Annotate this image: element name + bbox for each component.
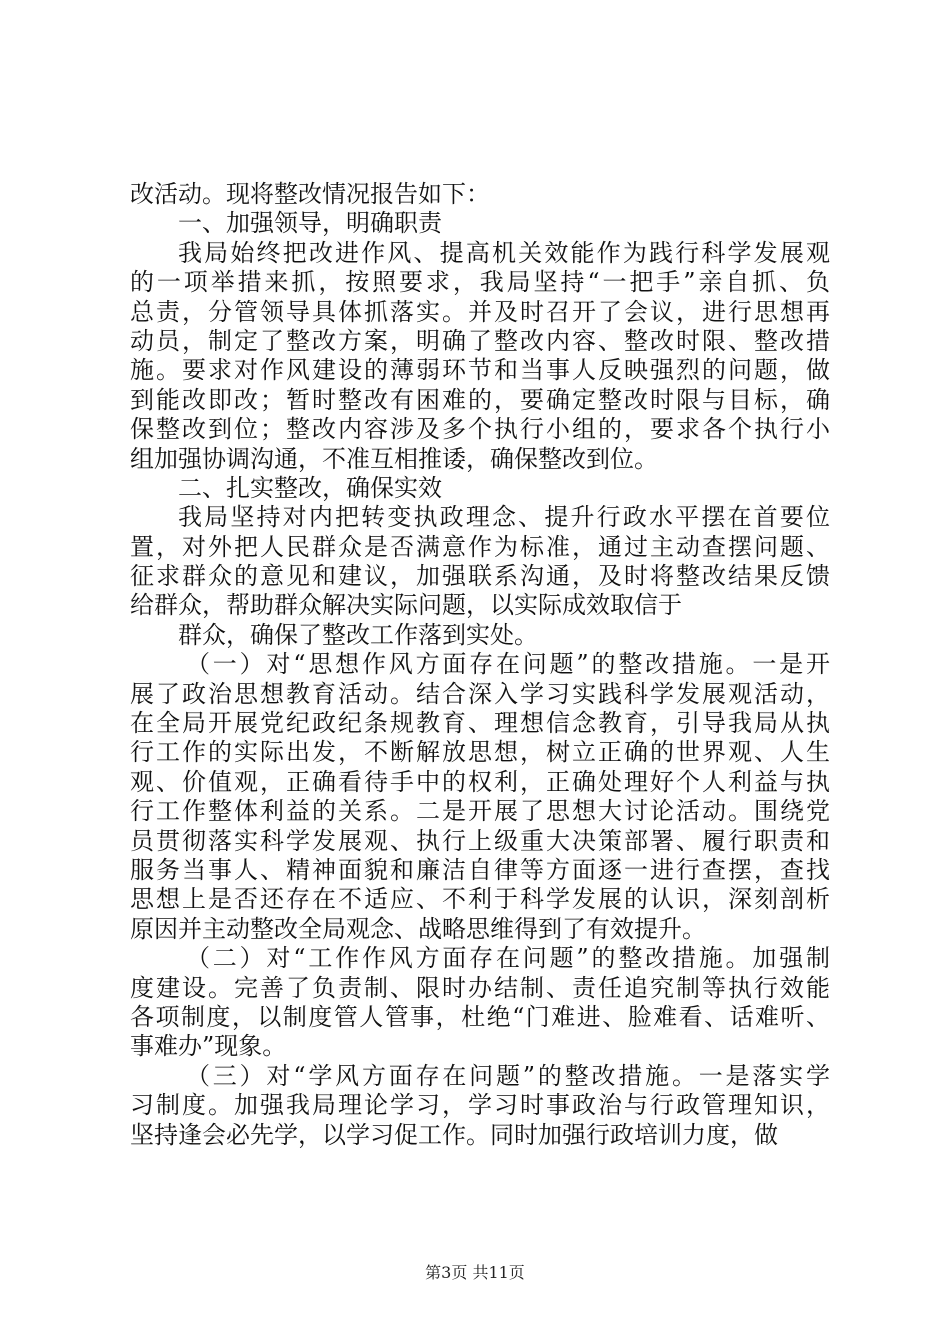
paragraph-line: 我局始终把改进作风、提高机关效能作为践行科学发展观 [178, 238, 830, 267]
paragraph-line: 坚持逢会必先学，以学习促工作。同时加强行政培训力度，做 [130, 1120, 778, 1149]
paragraph-line: 改活动。现将整改情况报告如下： [130, 180, 490, 208]
paragraph-line: 服务当事人、精神面貌和廉洁自律等方面逐一进行查摆，查找 [130, 855, 830, 884]
paragraph-line: 思想上是否还存在不适应、不利于科学发展的认识，深刻剖析 [130, 885, 830, 914]
paragraph-line: 行工作整体利益的关系。二是开展了思想大讨论活动。围绕党 [130, 797, 830, 826]
paragraph-line: 在全局开展党纪政纪条规教育、理想信念教育，引导我局从执 [130, 709, 830, 738]
document-body [130, 180, 830, 1150]
section-heading: 一、加强领导，明确职责 [178, 209, 442, 238]
paragraph-line: 观、价值观，正确看待手中的权利，正确处理好个人利益与执 [130, 767, 830, 796]
paragraph-line: 群众，确保了整改工作落到实处。 [178, 620, 538, 649]
paragraph-line: 给群众，帮助群众解决实际问题，以实际成效取信于 [130, 591, 682, 620]
paragraph-line: 展了政治思想教育活动。结合深入学习实践科学发展观活动， [130, 679, 830, 708]
paragraph-line: 动员，制定了整改方案，明确了整改内容、整改时限、整改措 [130, 326, 830, 355]
paragraph-line: 行工作的实际出发，不断解放思想，树立正确的世界观、人生 [130, 738, 830, 767]
section-heading: 二、扎实整改，确保实效 [178, 473, 442, 502]
paragraph-line: 到能改即改；暂时整改有困难的，要确定整改时限与目标，确 [130, 385, 830, 414]
paragraph-line: 置，对外把人民群众是否满意作为标准，通过主动查摆问题、 [130, 532, 830, 561]
paragraph-line: （二）对“工作作风方面存在问题”的整改措施。加强制 [186, 944, 830, 973]
paragraph-line: 各项制度，以制度管人管事，杜绝“门难进、脸难看、话难听、 [130, 1002, 830, 1031]
paragraph-line: 员贯彻落实科学发展观、执行上级重大决策部署、履行职责和 [130, 826, 830, 855]
paragraph-line: （三）对“学风方面存在问题”的整改措施。一是落实学 [186, 1061, 830, 1090]
paragraph-line: 施。要求对作风建设的薄弱环节和当事人反映强烈的问题，做 [130, 356, 830, 385]
paragraph-line: 度建设。完善了负责制、限时办结制、责任追究制等执行效能 [130, 973, 830, 1002]
paragraph-line: 习制度。加强我局理论学习，学习时事政治与行政管理知识， [130, 1091, 830, 1120]
paragraph-line: 保整改到位；整改内容涉及多个执行小组的，要求各个执行小 [130, 415, 830, 444]
paragraph-line: 组加强协调沟通，不准互相推诿，确保整改到位。 [130, 444, 658, 473]
paragraph-line: 我局坚持对内把转变执政理念、提升行政水平摆在首要位 [178, 503, 830, 532]
paragraph-line: 原因并主动整改全局观念、战略思维得到了有效提升。 [130, 914, 706, 943]
paragraph-line: 总责，分管领导具体抓落实。并及时召开了会议，进行思想再 [130, 297, 830, 326]
paragraph-line: 征求群众的意见和建议，加强联系沟通，及时将整改结果反馈 [130, 562, 830, 591]
paragraph-line: 事难办”现象。 [130, 1032, 287, 1061]
paragraph-line: （一）对“思想作风方面存在问题”的整改措施。一是开 [186, 650, 830, 679]
paragraph-line: 的一项举措来抓，按照要求，我局坚持“一把手”亲自抓、负 [130, 268, 830, 297]
page-footer: 第3页 共11页 [425, 1263, 525, 1282]
